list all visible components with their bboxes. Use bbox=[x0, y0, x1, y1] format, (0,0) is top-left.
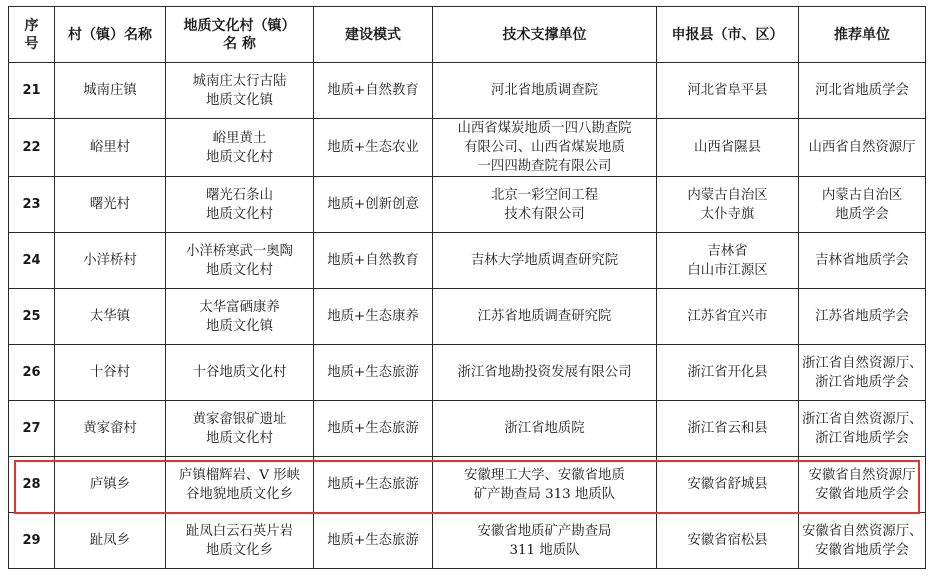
recommender-cell-line: 江苏省地质学会 bbox=[815, 309, 909, 324]
table-row bbox=[9, 177, 926, 233]
table-row bbox=[9, 289, 926, 345]
recommender-cell-line: 河北省地质学会 bbox=[815, 83, 909, 98]
culture-name-cell-line: 曙光石条山 bbox=[206, 187, 273, 203]
recommender-cell bbox=[799, 513, 926, 569]
county-cell bbox=[657, 513, 799, 569]
recommender-cell bbox=[799, 177, 926, 233]
header-mode-line: 建设模式 bbox=[345, 26, 401, 43]
support-unit-cell-line: 浙江省地质院 bbox=[504, 421, 585, 436]
mode-cell-line: 地质+生态旅游 bbox=[327, 421, 419, 436]
culture-name-cell-line: 黄家畲银矿遗址 bbox=[192, 411, 287, 427]
row-number-cell: 22 bbox=[9, 119, 55, 177]
recommender-cell-line: 浙江省地质学会 bbox=[815, 430, 909, 446]
recommender-cell-line: 安徽省地质学会 bbox=[815, 542, 909, 558]
recommender-cell bbox=[799, 233, 926, 289]
table-row bbox=[9, 401, 926, 457]
header-support-line: 技术支撑单位 bbox=[502, 26, 587, 43]
culture-name-cell-line: 地质文化村 bbox=[206, 430, 273, 446]
culture-name-cell-line: 地质文化村 bbox=[206, 262, 273, 278]
county-cell bbox=[657, 233, 799, 289]
support-unit-cell-line: 吉林大学地质调查研究院 bbox=[470, 253, 619, 268]
county-cell bbox=[657, 119, 799, 177]
mode-cell bbox=[314, 119, 433, 177]
support-unit-cell-line: 山西省煤炭地质一四八勘查院 bbox=[457, 121, 632, 136]
village-cell bbox=[55, 513, 166, 569]
recommender-cell bbox=[799, 345, 926, 401]
culture-name-cell-line: 地质文化镇 bbox=[206, 92, 273, 108]
support-unit-cell-line: 一四四勘查院有限公司 bbox=[477, 159, 612, 174]
county-cell-line: 浙江省云和县 bbox=[687, 421, 768, 436]
mode-cell bbox=[314, 177, 433, 233]
county-cell-line: 内蒙古自治区 bbox=[687, 187, 768, 203]
culture-name-cell-line: 趾凤白云石英片岩 bbox=[185, 523, 294, 539]
village-cell bbox=[55, 289, 166, 345]
culture-name-cell-line: 城南庄太行古陆 bbox=[192, 73, 287, 89]
county-cell-line: 太仆寺旗 bbox=[700, 206, 755, 222]
support-unit-cell bbox=[433, 401, 657, 457]
recommender-cell-line: 吉林省地质学会 bbox=[815, 253, 909, 268]
village-cell-line: 峪里村 bbox=[89, 140, 131, 155]
culture-name-cell-line: 太华富硒康养 bbox=[199, 299, 280, 315]
culture-name-cell bbox=[166, 289, 314, 345]
county-cell-line: 浙江省开化县 bbox=[687, 365, 768, 380]
mode-cell-line: 地质+生态旅游 bbox=[327, 477, 419, 492]
table-body bbox=[9, 63, 926, 569]
header-mode bbox=[314, 7, 433, 63]
row-number-cell: 24 bbox=[9, 233, 55, 289]
recommender-cell bbox=[799, 289, 926, 345]
header-culture-name-line: 地质文化村（镇） bbox=[183, 17, 296, 34]
culture-name-cell bbox=[166, 401, 314, 457]
village-cell-line: 十谷村 bbox=[89, 365, 131, 380]
row-number-cell: 23 bbox=[9, 177, 55, 233]
geological-village-table bbox=[8, 6, 926, 569]
support-unit-cell bbox=[433, 233, 657, 289]
recommender-cell-line: 安徽省地质学会 bbox=[815, 486, 909, 502]
county-cell bbox=[657, 345, 799, 401]
row-number-cell: 21 bbox=[9, 63, 55, 119]
recommender-cell-line: 浙江省自然资源厅、 bbox=[802, 355, 923, 371]
county-cell bbox=[657, 289, 799, 345]
village-cell bbox=[55, 345, 166, 401]
county-cell-line: 白山市江源区 bbox=[687, 262, 768, 278]
table-row bbox=[9, 457, 926, 513]
recommender-cell-line: 浙江省自然资源厅、 bbox=[802, 411, 923, 427]
recommender-cell-line: 地质学会 bbox=[835, 206, 889, 222]
county-cell-line: 山西省隰县 bbox=[694, 140, 761, 155]
culture-name-cell bbox=[166, 63, 314, 119]
mode-cell-line: 地质+生态旅游 bbox=[327, 533, 419, 548]
header-county-line: 申报县（市、区） bbox=[671, 26, 784, 43]
header-recommender-line: 推荐单位 bbox=[834, 26, 890, 43]
mode-cell-line: 地质+自然教育 bbox=[327, 253, 419, 268]
recommender-cell bbox=[799, 457, 926, 513]
mode-cell-line: 地质+生态康养 bbox=[327, 309, 419, 324]
county-cell bbox=[657, 401, 799, 457]
header-no-line: 号 bbox=[24, 35, 39, 52]
recommender-cell-line: 浙江省地质学会 bbox=[815, 374, 909, 390]
support-unit-cell bbox=[433, 63, 657, 119]
support-unit-cell-line: 河北省地质调查院 bbox=[490, 83, 599, 98]
table-row bbox=[9, 63, 926, 119]
mode-cell bbox=[314, 345, 433, 401]
support-unit-cell bbox=[433, 345, 657, 401]
village-cell bbox=[55, 177, 166, 233]
support-unit-cell-line: 浙江省地勘投资发展有限公司 bbox=[457, 365, 632, 380]
support-unit-cell-line: 技术有限公司 bbox=[504, 206, 585, 222]
recommender-cell-line: 安徽省自然资源厅 bbox=[808, 467, 916, 483]
support-unit-cell-line: 311 地质队 bbox=[509, 542, 580, 558]
support-unit-cell-line: 有限公司、山西省煤炭地质 bbox=[464, 140, 625, 155]
culture-name-cell-line: 小洋桥寒武一奥陶 bbox=[185, 243, 294, 259]
support-unit-cell bbox=[433, 119, 657, 177]
mode-cell bbox=[314, 63, 433, 119]
culture-name-cell-line: 峪里黄土 bbox=[212, 130, 267, 146]
row-number-cell: 28 bbox=[9, 457, 55, 513]
recommender-cell bbox=[799, 401, 926, 457]
culture-name-cell-line: 十谷地质文化村 bbox=[192, 365, 287, 380]
village-cell bbox=[55, 233, 166, 289]
header-recommender bbox=[799, 7, 926, 63]
village-cell bbox=[55, 401, 166, 457]
village-cell bbox=[55, 457, 166, 513]
support-unit-cell-line: 江苏省地质调查研究院 bbox=[477, 309, 612, 324]
row-number-cell: 29 bbox=[9, 513, 55, 569]
village-cell-line: 太华镇 bbox=[89, 309, 131, 324]
support-unit-cell-line: 安徽省地质矿产勘查局 bbox=[477, 523, 612, 539]
village-cell-line: 趾凤乡 bbox=[89, 533, 131, 548]
village-cell-line: 城南庄镇 bbox=[83, 83, 137, 98]
mode-cell bbox=[314, 513, 433, 569]
table-header-row bbox=[9, 7, 926, 63]
village-cell-line: 小洋桥村 bbox=[83, 253, 137, 268]
recommender-cell bbox=[799, 63, 926, 119]
county-cell bbox=[657, 457, 799, 513]
table-row bbox=[9, 513, 926, 569]
mode-cell bbox=[314, 401, 433, 457]
culture-name-cell-line: 地质文化镇 bbox=[206, 318, 273, 334]
county-cell bbox=[657, 177, 799, 233]
mode-cell bbox=[314, 289, 433, 345]
culture-name-cell-line: 地质文化村 bbox=[206, 206, 273, 222]
county-cell-line: 安徽省舒城县 bbox=[687, 477, 768, 492]
recommender-cell bbox=[799, 119, 926, 177]
support-unit-cell-line: 安徽理工大学、安徽省地质 bbox=[464, 467, 625, 483]
header-culture-name bbox=[166, 7, 314, 63]
support-unit-cell bbox=[433, 457, 657, 513]
village-cell-line: 庐镇乡 bbox=[89, 477, 131, 492]
row-number-cell: 26 bbox=[9, 345, 55, 401]
table-row bbox=[9, 345, 926, 401]
mode-cell-line: 地质+创新创意 bbox=[327, 197, 419, 212]
county-cell-line: 江苏省宜兴市 bbox=[687, 309, 768, 324]
support-unit-cell bbox=[433, 513, 657, 569]
culture-name-cell bbox=[166, 233, 314, 289]
header-village-line: 村（镇）名称 bbox=[68, 26, 152, 43]
mode-cell-line: 地质+生态旅游 bbox=[327, 365, 419, 380]
culture-name-cell bbox=[166, 177, 314, 233]
table-row bbox=[9, 119, 926, 177]
recommender-cell-line: 安徽省自然资源厅、 bbox=[802, 523, 923, 539]
row-number-cell: 25 bbox=[9, 289, 55, 345]
mode-cell-line: 地质+生态农业 bbox=[327, 140, 419, 155]
culture-name-cell bbox=[166, 457, 314, 513]
county-cell-line: 吉林省 bbox=[707, 243, 748, 259]
support-unit-cell-line: 北京一彩空间工程 bbox=[490, 187, 599, 203]
village-cell bbox=[55, 63, 166, 119]
village-cell-line: 曙光村 bbox=[89, 197, 131, 212]
culture-name-cell-line: 地质文化村 bbox=[206, 149, 273, 165]
header-support bbox=[433, 7, 657, 63]
village-cell bbox=[55, 119, 166, 177]
header-no-line: 序 bbox=[24, 17, 39, 34]
recommender-cell-line: 内蒙古自治区 bbox=[821, 187, 903, 203]
support-unit-cell-line: 矿产勘查局 313 地质队 bbox=[473, 486, 616, 502]
mode-cell bbox=[314, 457, 433, 513]
culture-name-cell bbox=[166, 513, 314, 569]
mode-cell bbox=[314, 233, 433, 289]
culture-name-cell-line: 地质文化乡 bbox=[206, 542, 273, 558]
culture-name-cell bbox=[166, 119, 314, 177]
header-no bbox=[9, 7, 55, 63]
mode-cell-line: 地质+自然教育 bbox=[327, 83, 419, 98]
support-unit-cell bbox=[433, 177, 657, 233]
county-cell-line: 安徽省宿松县 bbox=[687, 533, 768, 548]
culture-name-cell bbox=[166, 345, 314, 401]
header-culture-name-line: 名 称 bbox=[223, 35, 256, 52]
row-number-cell: 27 bbox=[9, 401, 55, 457]
header-village bbox=[55, 7, 166, 63]
header-county bbox=[657, 7, 799, 63]
village-cell-line: 黄家畲村 bbox=[83, 421, 137, 436]
culture-name-cell-line: 谷地貌地质文化乡 bbox=[185, 486, 294, 502]
culture-name-cell-line: 庐镇榴辉岩、V 形峡 bbox=[178, 467, 301, 483]
recommender-cell-line: 山西省自然资源厅 bbox=[808, 140, 916, 155]
county-cell-line: 河北省阜平县 bbox=[687, 83, 768, 98]
support-unit-cell bbox=[433, 289, 657, 345]
document-page bbox=[8, 6, 925, 574]
table-row bbox=[9, 233, 926, 289]
county-cell bbox=[657, 63, 799, 119]
